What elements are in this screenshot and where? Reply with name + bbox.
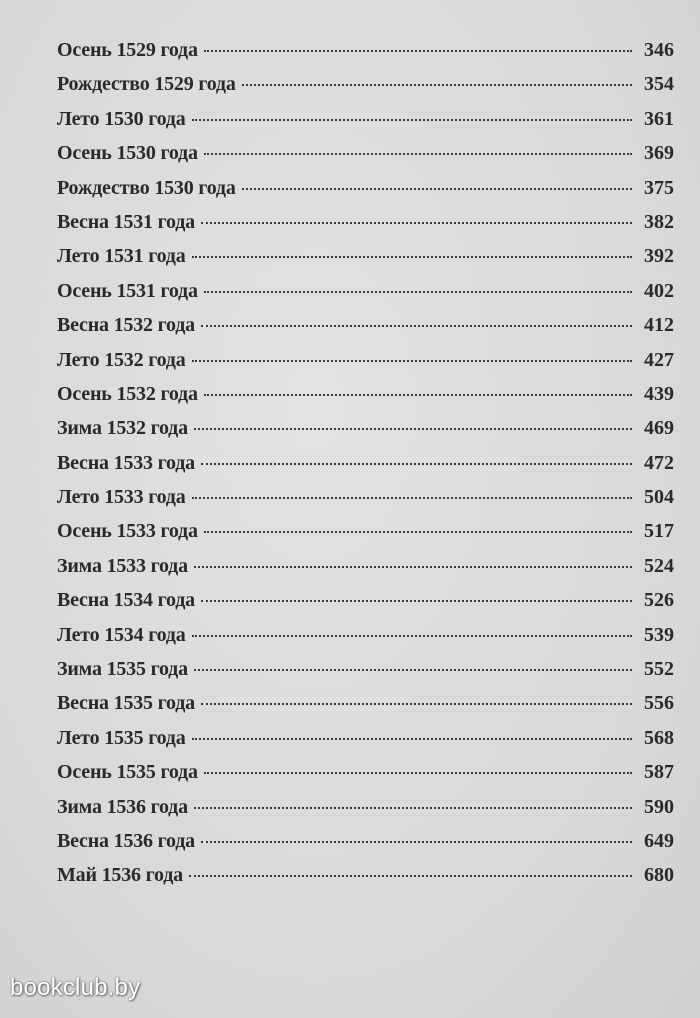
dot-leader [201,325,632,327]
toc-entry [57,624,674,658]
dot-leader [201,222,632,224]
dot-leader [192,497,632,499]
dot-leader [201,841,632,843]
dot-leader [242,188,632,190]
toc-entry-title: Весна 1535 года [57,692,195,715]
toc-entry [57,796,674,830]
toc-entry-page-number: 472 [644,451,674,474]
toc-entry-title: Рождество 1529 года [57,73,236,96]
dot-leader [204,50,632,52]
toc-entry-page-number: 354 [644,73,674,96]
toc-entry-page-number: 427 [644,348,674,371]
toc-entry-page-number: 382 [644,210,674,233]
toc-entry-title: Весна 1534 года [57,589,195,612]
toc-entry-title: Весна 1533 года [57,451,195,474]
toc-entry [57,417,674,451]
toc-entry [57,349,674,383]
toc-entry [57,520,674,554]
toc-entry-title: Осень 1532 года [57,382,198,405]
toc-entry [57,177,674,211]
toc-entry [57,864,674,898]
toc-entry-page-number: 369 [644,142,674,165]
toc-entry [57,314,674,348]
toc-entry [57,658,674,692]
toc-entry-title: Лето 1533 года [57,486,186,509]
toc-entry [57,452,674,486]
toc-entry-title: Весна 1531 года [57,210,195,233]
toc-entry-page-number: 552 [644,658,674,681]
toc-entry-title: Лето 1531 года [57,245,186,268]
dot-leader [192,738,632,740]
dot-leader [204,531,632,533]
dot-leader [194,428,632,430]
toc-entry-page-number: 649 [644,829,674,852]
toc-entry-page-number: 568 [644,726,674,749]
dot-leader [242,84,632,86]
toc-entry-page-number: 439 [644,382,674,405]
toc-entry-page-number: 680 [644,864,674,887]
toc-entry-page-number: 590 [644,795,674,818]
toc-entry [57,211,674,245]
toc-entry-page-number: 504 [644,486,674,509]
toc-entry-title: Лето 1535 года [57,726,186,749]
dot-leader [201,463,632,465]
toc-entry-page-number: 361 [644,107,674,130]
toc-entry-title: Осень 1530 года [57,142,198,165]
toc-entry-title: Зима 1532 года [57,417,188,440]
toc-entry-title: Лето 1532 года [57,348,186,371]
dot-leader [192,635,632,637]
toc-entry-page-number: 587 [644,761,674,784]
toc-entry [57,830,674,864]
toc-entry-title: Лето 1534 года [57,623,186,646]
dot-leader [204,772,632,774]
toc-entry-page-number: 526 [644,589,674,612]
dot-leader [201,600,632,602]
toc-entry-title: Осень 1529 года [57,39,198,61]
toc-entry-page-number: 524 [644,554,674,577]
dot-leader [194,669,632,671]
toc-entry-page-number: 375 [644,176,674,199]
watermark: bookclub.by [10,974,141,1001]
toc-entry [57,555,674,589]
toc-entry-title: Весна 1536 года [57,829,195,852]
toc-entry-title: Осень 1533 года [57,520,198,543]
toc-entry-title: Зима 1536 года [57,795,188,818]
toc-entry-page-number: 517 [644,520,674,543]
dot-leader [194,566,632,568]
toc-entry-title: Весна 1532 года [57,314,195,337]
toc-entry [57,727,674,761]
toc-entry [57,383,674,417]
toc-entry-page-number: 539 [644,623,674,646]
toc-entry [57,589,674,623]
toc-entry [57,245,674,279]
toc-entry-title: Май 1536 года [57,864,183,887]
toc-entry [57,280,674,314]
dot-leader [201,703,632,705]
toc-entry-title: Осень 1531 года [57,279,198,302]
toc-entry-page-number: 392 [644,245,674,268]
toc-entry-page-number: 346 [644,39,674,61]
toc-entry [57,39,674,73]
toc-entry [57,486,674,520]
dot-leader [192,256,632,258]
toc-entry-title: Осень 1535 года [57,761,198,784]
dot-leader [194,807,632,809]
toc-entry [57,692,674,726]
toc-entry-page-number: 412 [644,314,674,337]
toc-entry-page-number: 402 [644,279,674,302]
toc-entry [57,761,674,795]
toc-entry-title: Зима 1533 года [57,554,188,577]
dot-leader [204,291,632,293]
toc-entry-title: Лето 1530 года [57,107,186,130]
toc-entry [57,73,674,107]
dot-leader [192,360,632,362]
toc-entry-title: Зима 1535 года [57,658,188,681]
toc-entry [57,142,674,176]
dot-leader [204,153,632,155]
dot-leader [204,394,632,396]
table-of-contents [57,39,674,899]
dot-leader [192,119,632,121]
dot-leader [189,875,632,877]
toc-entry-page-number: 556 [644,692,674,715]
toc-entry [57,108,674,142]
toc-entry-title: Рождество 1530 года [57,176,236,199]
toc-entry-page-number: 469 [644,417,674,440]
